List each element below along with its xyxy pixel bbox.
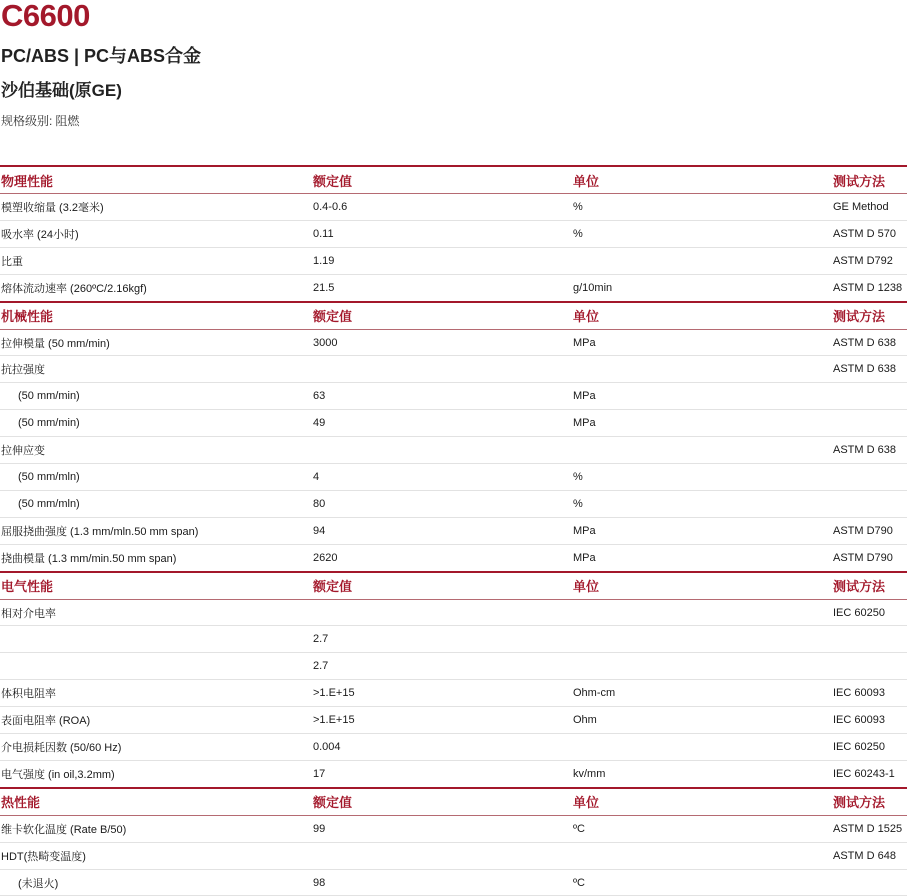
property-unit-cell: %: [572, 220, 832, 247]
property-name-cell: (50 mm/min): [0, 410, 312, 437]
property-value-cell: >1.E+15: [312, 707, 572, 734]
property-value-cell: 94: [312, 517, 572, 544]
property-method-cell: [832, 869, 907, 896]
property-value-cell: 0.4-0.6: [312, 194, 572, 221]
property-value-cell: [312, 842, 572, 869]
property-value-cell: 4: [312, 464, 572, 491]
column-header-method: 测试方法: [832, 302, 907, 330]
property-method-cell: IEC 60093: [832, 680, 907, 707]
property-method-cell: ASTM D 638: [832, 437, 907, 464]
property-name-cell: (未退火): [0, 869, 312, 896]
property-name-cell: 介电损耗因数 (50/60 Hz): [0, 734, 312, 761]
table-row: [0, 707, 907, 734]
table-row: [0, 653, 907, 680]
table-row: [0, 220, 907, 247]
table-row: [0, 356, 907, 383]
property-name-cell: 熔体流动速率 (260ºC/2.16kgf): [0, 274, 312, 301]
property-name-cell: 挠曲模量 (1.3 mm/min.50 mm span): [0, 544, 312, 571]
table-row: [0, 410, 907, 437]
properties-table: [0, 165, 907, 896]
property-name-cell: 维卡软化温度 (Rate B/50): [0, 815, 312, 842]
table-row: [0, 517, 907, 544]
property-name-cell: [0, 626, 312, 653]
property-unit-cell: [572, 842, 832, 869]
property-method-cell: ASTM D790: [832, 544, 907, 571]
table-row: [0, 329, 907, 356]
property-method-cell: IEC 60250: [832, 734, 907, 761]
table-row: [0, 760, 907, 787]
property-method-cell: IEC 60243-1: [832, 760, 907, 787]
property-name-cell: 吸水率 (24小时): [0, 220, 312, 247]
property-unit-cell: kv/mm: [572, 760, 832, 787]
property-value-cell: 2.7: [312, 626, 572, 653]
property-method-cell: [832, 383, 907, 410]
section-header-row: [0, 166, 907, 194]
table-row: [0, 815, 907, 842]
section-title: 热性能: [0, 788, 312, 816]
column-header-value: 额定值: [312, 572, 572, 600]
property-unit-cell: [572, 247, 832, 274]
property-method-cell: ASTM D790: [832, 517, 907, 544]
property-value-cell: 2.7: [312, 653, 572, 680]
table-row: [0, 599, 907, 626]
column-header-value: 额定值: [312, 302, 572, 330]
property-unit-cell: [572, 734, 832, 761]
property-unit-cell: g/10min: [572, 274, 832, 301]
property-value-cell: [312, 599, 572, 626]
property-method-cell: ASTM D792: [832, 247, 907, 274]
property-unit-cell: %: [572, 194, 832, 221]
property-value-cell: [312, 437, 572, 464]
property-unit-cell: [572, 356, 832, 383]
property-name-cell: 抗拉强度: [0, 356, 312, 383]
property-name-cell: 模塑收缩量 (3.2毫米): [0, 194, 312, 221]
table-row: [0, 194, 907, 221]
grade-value: 阻燃: [55, 114, 80, 128]
table-row: [0, 437, 907, 464]
property-method-cell: ASTM D 638: [832, 356, 907, 383]
table-row: [0, 247, 907, 274]
property-value-cell: >1.E+15: [312, 680, 572, 707]
property-method-cell: ASTM D 638: [832, 329, 907, 356]
property-method-cell: ASTM D 1238: [832, 274, 907, 301]
section-title: 物理性能: [0, 166, 312, 194]
column-header-value: 额定值: [312, 166, 572, 194]
property-unit-cell: [572, 599, 832, 626]
property-method-cell: [832, 490, 907, 517]
property-name-cell: 拉伸模量 (50 mm/min): [0, 329, 312, 356]
property-unit-cell: ºC: [572, 869, 832, 896]
property-unit-cell: MPa: [572, 517, 832, 544]
property-unit-cell: MPa: [572, 544, 832, 571]
property-name-cell: 表面电阻率 (ROA): [0, 707, 312, 734]
property-name-cell: [0, 653, 312, 680]
column-header-method: 测试方法: [832, 572, 907, 600]
property-value-cell: 3000: [312, 329, 572, 356]
property-value-cell: 21.5: [312, 274, 572, 301]
property-method-cell: ASTM D 1525: [832, 815, 907, 842]
section-header-row: [0, 302, 907, 330]
property-value-cell: 2620: [312, 544, 572, 571]
table-row: [0, 383, 907, 410]
property-unit-cell: MPa: [572, 410, 832, 437]
property-unit-cell: MPa: [572, 383, 832, 410]
column-header-method: 测试方法: [832, 788, 907, 816]
column-header-unit: 单位: [572, 788, 832, 816]
property-value-cell: 98: [312, 869, 572, 896]
table-row: [0, 626, 907, 653]
property-name-cell: (50 mm/mln): [0, 464, 312, 491]
property-unit-cell: MPa: [572, 329, 832, 356]
product-subtitle: PC/ABS | PC与ABS合金: [1, 46, 202, 66]
property-value-cell: [312, 356, 572, 383]
property-unit-cell: [572, 653, 832, 680]
property-method-cell: [832, 464, 907, 491]
property-method-cell: ASTM D 570: [832, 220, 907, 247]
property-unit-cell: Ohm: [572, 707, 832, 734]
property-value-cell: 17: [312, 760, 572, 787]
property-unit-cell: Ohm-cm: [572, 680, 832, 707]
property-name-cell: 体积电阻率: [0, 680, 312, 707]
table-row: [0, 490, 907, 517]
grade-line: [1, 114, 907, 128]
property-method-cell: IEC 60093: [832, 707, 907, 734]
property-name-cell: HDT(热畸变温度): [0, 842, 312, 869]
property-method-cell: [832, 410, 907, 437]
property-unit-cell: [572, 437, 832, 464]
property-value-cell: 80: [312, 490, 572, 517]
property-method-cell: GE Method: [832, 194, 907, 221]
section-title: 电气性能: [0, 572, 312, 600]
column-header-value: 额定值: [312, 788, 572, 816]
supplier-name: 沙伯基础(原GE): [1, 81, 122, 100]
property-value-cell: 0.11: [312, 220, 572, 247]
document-header: [0, 0, 907, 128]
properties-table-body: [0, 166, 907, 896]
section-title: 机械性能: [0, 302, 312, 330]
column-header-unit: 单位: [572, 166, 832, 194]
section-header-row: [0, 572, 907, 600]
table-row: [0, 274, 907, 301]
property-name-cell: 屈服挠曲强度 (1.3 mm/mln.50 mm span): [0, 517, 312, 544]
property-name-cell: (50 mm/min): [0, 383, 312, 410]
property-method-cell: [832, 653, 907, 680]
property-unit-cell: %: [572, 490, 832, 517]
property-name-cell: 电气强度 (in oil,3.2mm): [0, 760, 312, 787]
property-unit-cell: %: [572, 464, 832, 491]
grade-label: 规格级别:: [1, 114, 53, 128]
property-value-cell: 63: [312, 383, 572, 410]
property-value-cell: 1.19: [312, 247, 572, 274]
property-name-cell: 比重: [0, 247, 312, 274]
column-header-method: 测试方法: [832, 166, 907, 194]
property-method-cell: IEC 60250: [832, 599, 907, 626]
table-row: [0, 869, 907, 896]
table-row: [0, 842, 907, 869]
property-method-cell: [832, 626, 907, 653]
property-name-cell: (50 mm/mln): [0, 490, 312, 517]
property-value-cell: 0.004: [312, 734, 572, 761]
table-row: [0, 680, 907, 707]
property-unit-cell: ºC: [572, 815, 832, 842]
property-name-cell: 拉伸应变: [0, 437, 312, 464]
section-header-row: [0, 788, 907, 816]
property-unit-cell: [572, 626, 832, 653]
property-value-cell: 99: [312, 815, 572, 842]
property-name-cell: 相对介电率: [0, 599, 312, 626]
product-title: C6600: [1, 0, 90, 33]
column-header-unit: 单位: [572, 572, 832, 600]
table-row: [0, 544, 907, 571]
table-row: [0, 734, 907, 761]
table-row: [0, 464, 907, 491]
property-value-cell: 49: [312, 410, 572, 437]
column-header-unit: 单位: [572, 302, 832, 330]
property-method-cell: ASTM D 648: [832, 842, 907, 869]
